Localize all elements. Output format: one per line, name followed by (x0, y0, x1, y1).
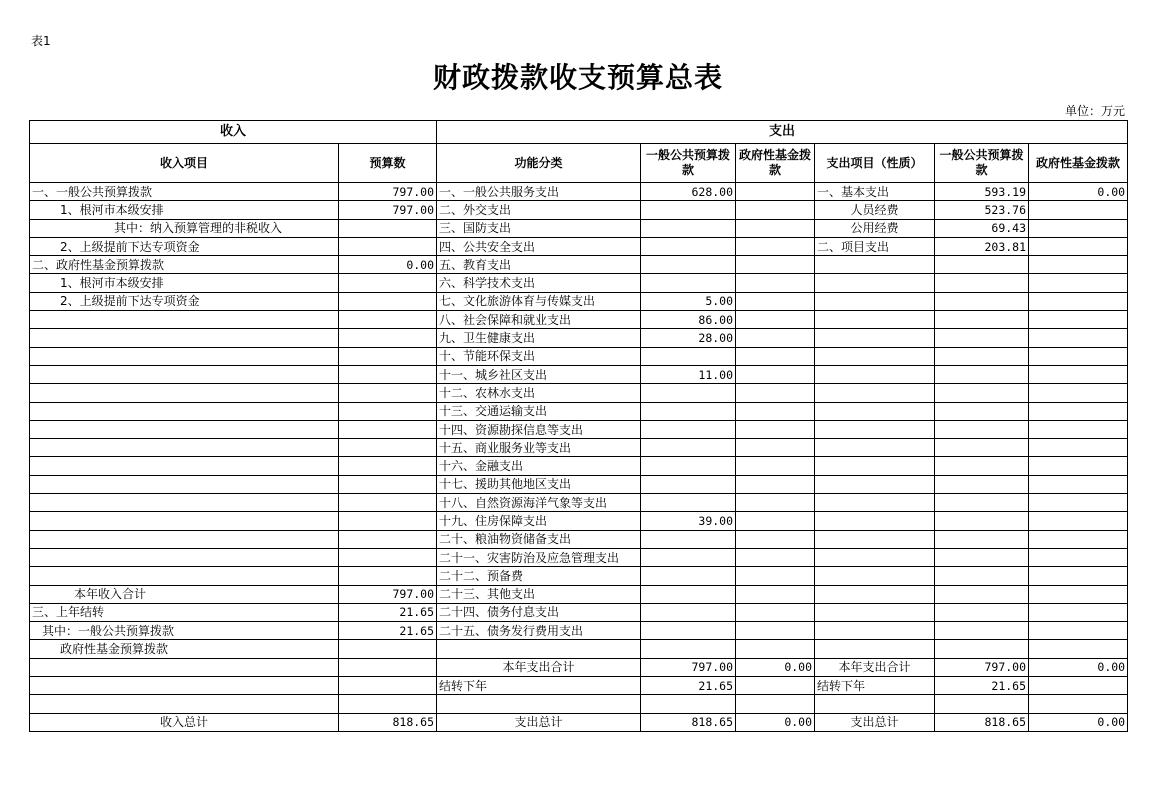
cell-income-amount (339, 677, 437, 695)
cell-func-class: 十二、农林水支出 (437, 384, 641, 402)
cell-func-class: 十八、自然资源海洋气象等支出 (437, 494, 641, 512)
header-row-columns (30, 144, 1128, 183)
cell-general-public-2: 593.19 (935, 183, 1029, 201)
cell-general-public-1: 39.00 (641, 512, 736, 530)
table-row (30, 402, 1128, 420)
cell-income-amount (339, 457, 437, 475)
cell-func-class: 九、卫生健康支出 (437, 329, 641, 347)
cell-expense-item (815, 347, 935, 365)
cell-income-amount (339, 548, 437, 566)
cell-func-class: 三、国防支出 (437, 219, 641, 237)
cell-expense-item (815, 512, 935, 530)
cell-income-item: 其中：一般公共预算拨款 (30, 622, 339, 640)
cell-func-class: 四、公共安全支出 (437, 237, 641, 255)
cell-income-item: 三、上年结转 (30, 603, 339, 621)
cell-general-public-2 (935, 512, 1029, 530)
cell-general-public-2 (935, 347, 1029, 365)
cell-general-public-1 (641, 530, 736, 548)
table-row (30, 256, 1128, 274)
cell-expense-item: 人员经费 (815, 201, 935, 219)
cell-gov-fund-2 (1029, 585, 1128, 603)
cell-income-amount (339, 384, 437, 402)
cell-income-amount (339, 219, 437, 237)
cell-func-class (437, 695, 641, 713)
header-func-class: 功能分类 (437, 144, 641, 183)
cell-gov-fund-2 (1029, 311, 1128, 329)
cell-income-item: 1、根河市本级安排 (30, 274, 339, 292)
table-number-tag: 表1 (31, 34, 51, 48)
cell-func-class: 二十三、其他支出 (437, 585, 641, 603)
cell-general-public-2 (935, 292, 1029, 310)
budget-table (29, 120, 1128, 732)
cell-gov-fund-2 (1029, 347, 1128, 365)
cell-func-class: 二十四、债务付息支出 (437, 603, 641, 621)
cell-general-public-2: 69.43 (935, 219, 1029, 237)
cell-income-item: 政府性基金预算拨款 (30, 640, 339, 658)
cell-expense-item (815, 329, 935, 347)
cell-gov-fund-1 (736, 567, 815, 585)
cell-func-class: 十六、金融支出 (437, 457, 641, 475)
cell-general-public-1 (641, 402, 736, 420)
cell-func-class: 六、科学技术支出 (437, 274, 641, 292)
cell-gov-fund-1 (736, 622, 815, 640)
cell-income-item (30, 365, 339, 383)
cell-income-amount (339, 695, 437, 713)
table-row (30, 329, 1128, 347)
table-row (30, 658, 1128, 676)
cell-func-class: 十九、住房保障支出 (437, 512, 641, 530)
cell-gov-fund-1: 0.00 (736, 713, 815, 731)
cell-general-public-1 (641, 219, 736, 237)
cell-general-public-2 (935, 475, 1029, 493)
cell-func-class: 结转下年 (437, 677, 641, 695)
cell-func-class: 十四、资源勘探信息等支出 (437, 420, 641, 438)
cell-gov-fund-2 (1029, 237, 1128, 255)
cell-gov-fund-2 (1029, 494, 1128, 512)
cell-expense-item: 一、基本支出 (815, 183, 935, 201)
cell-income-item (30, 384, 339, 402)
cell-general-public-2 (935, 567, 1029, 585)
table-row (30, 512, 1128, 530)
table-row (30, 274, 1128, 292)
cell-gov-fund-1 (736, 347, 815, 365)
table-row (30, 365, 1128, 383)
cell-income-amount (339, 494, 437, 512)
cell-general-public-2 (935, 695, 1029, 713)
cell-gov-fund-1 (736, 530, 815, 548)
cell-income-item (30, 695, 339, 713)
cell-gov-fund-2 (1029, 530, 1128, 548)
cell-expense-item (815, 365, 935, 383)
cell-income-item: 2、上级提前下达专项资金 (30, 237, 339, 255)
cell-general-public-1 (641, 384, 736, 402)
header-gov-fund-2: 政府性基金拨款 (1029, 144, 1128, 183)
cell-income-item (30, 512, 339, 530)
cell-func-class (437, 640, 641, 658)
cell-gov-fund-1 (736, 365, 815, 383)
table-row (30, 713, 1128, 731)
cell-expense-item (815, 695, 935, 713)
cell-gov-fund-1 (736, 512, 815, 530)
cell-general-public-1 (641, 548, 736, 566)
table-row (30, 384, 1128, 402)
cell-gov-fund-2 (1029, 603, 1128, 621)
cell-expense-item (815, 384, 935, 402)
cell-gov-fund-1 (736, 201, 815, 219)
cell-income-item (30, 494, 339, 512)
cell-general-public-1: 21.65 (641, 677, 736, 695)
cell-gov-fund-2 (1029, 439, 1128, 457)
page-title: 财政拨款收支预算总表 (432, 61, 723, 94)
cell-general-public-2: 203.81 (935, 237, 1029, 255)
cell-income-amount (339, 567, 437, 585)
cell-general-public-1 (641, 274, 736, 292)
cell-general-public-1: 28.00 (641, 329, 736, 347)
cell-income-amount (339, 512, 437, 530)
cell-general-public-2: 523.76 (935, 201, 1029, 219)
cell-general-public-1: 5.00 (641, 292, 736, 310)
cell-income-amount (339, 420, 437, 438)
cell-gov-fund-2 (1029, 256, 1128, 274)
cell-general-public-1: 11.00 (641, 365, 736, 383)
cell-income-item (30, 457, 339, 475)
cell-expense-item: 二、项目支出 (815, 237, 935, 255)
table-row (30, 457, 1128, 475)
cell-gov-fund-1 (736, 494, 815, 512)
cell-general-public-1: 818.65 (641, 713, 736, 731)
cell-gov-fund-1 (736, 256, 815, 274)
cell-income-amount (339, 347, 437, 365)
cell-gov-fund-1 (736, 292, 815, 310)
cell-gov-fund-1 (736, 219, 815, 237)
cell-gov-fund-1 (736, 695, 815, 713)
cell-expense-item (815, 420, 935, 438)
cell-income-amount: 797.00 (339, 201, 437, 219)
cell-income-item: 二、政府性基金预算拨款 (30, 256, 339, 274)
cell-income-item: 一、一般公共预算拨款 (30, 183, 339, 201)
table-row (30, 640, 1128, 658)
cell-general-public-2 (935, 329, 1029, 347)
cell-general-public-2: 797.00 (935, 658, 1029, 676)
cell-general-public-2 (935, 548, 1029, 566)
table-row (30, 201, 1128, 219)
table-row (30, 420, 1128, 438)
cell-func-class: 十五、商业服务业等支出 (437, 439, 641, 457)
cell-gov-fund-1 (736, 384, 815, 402)
cell-func-class: 二十、粮油物资储备支出 (437, 530, 641, 548)
cell-general-public-1 (641, 256, 736, 274)
header-row-sections (30, 121, 1128, 144)
cell-expense-item (815, 622, 935, 640)
table-row (30, 677, 1128, 695)
table-row (30, 585, 1128, 603)
cell-income-item (30, 548, 339, 566)
cell-func-class: 十一、城乡社区支出 (437, 365, 641, 383)
cell-general-public-2 (935, 274, 1029, 292)
cell-income-item (30, 439, 339, 457)
cell-gov-fund-2: 0.00 (1029, 658, 1128, 676)
table-row (30, 530, 1128, 548)
header-income-item: 收入项目 (30, 144, 339, 183)
cell-income-item (30, 402, 339, 420)
cell-func-class: 十、节能环保支出 (437, 347, 641, 365)
cell-general-public-2 (935, 640, 1029, 658)
cell-func-class: 十七、援助其他地区支出 (437, 475, 641, 493)
cell-func-class: 十三、交通运输支出 (437, 402, 641, 420)
cell-gov-fund-2: 0.00 (1029, 713, 1128, 731)
table-row (30, 439, 1128, 457)
cell-gov-fund-1 (736, 585, 815, 603)
cell-expense-item (815, 274, 935, 292)
cell-income-amount (339, 237, 437, 255)
cell-income-amount: 818.65 (339, 713, 437, 731)
cell-func-class: 二十二、预备费 (437, 567, 641, 585)
cell-income-amount (339, 311, 437, 329)
cell-general-public-2 (935, 622, 1029, 640)
cell-expense-item (815, 603, 935, 621)
cell-income-amount (339, 530, 437, 548)
cell-general-public-1: 86.00 (641, 311, 736, 329)
cell-general-public-1 (641, 695, 736, 713)
cell-general-public-2 (935, 457, 1029, 475)
cell-income-item: 收入总计 (30, 713, 339, 731)
cell-income-item (30, 475, 339, 493)
cell-general-public-1 (641, 475, 736, 493)
cell-gov-fund-1 (736, 329, 815, 347)
cell-func-class: 本年支出合计 (437, 658, 641, 676)
cell-expense-item (815, 567, 935, 585)
cell-income-item (30, 329, 339, 347)
cell-general-public-1 (641, 457, 736, 475)
cell-general-public-2 (935, 402, 1029, 420)
cell-func-class: 支出总计 (437, 713, 641, 731)
cell-gov-fund-2 (1029, 292, 1128, 310)
cell-income-amount (339, 658, 437, 676)
table-row (30, 622, 1128, 640)
table-row (30, 311, 1128, 329)
cell-general-public-2 (935, 603, 1029, 621)
cell-gov-fund-1 (736, 402, 815, 420)
unit-label: 单位：万元 (1064, 104, 1125, 118)
table-row (30, 183, 1128, 201)
header-general-public-2: 一般公共预算拨款 (935, 144, 1029, 183)
cell-func-class: 八、社会保障和就业支出 (437, 311, 641, 329)
cell-general-public-1: 797.00 (641, 658, 736, 676)
cell-general-public-2 (935, 494, 1029, 512)
cell-income-amount: 21.65 (339, 622, 437, 640)
cell-income-item: 本年收入合计 (30, 585, 339, 603)
cell-gov-fund-2 (1029, 420, 1128, 438)
header-expense: 支出 (437, 121, 1128, 144)
cell-gov-fund-2 (1029, 365, 1128, 383)
cell-general-public-1: 628.00 (641, 183, 736, 201)
cell-func-class: 七、文化旅游体育与传媒支出 (437, 292, 641, 310)
cell-gov-fund-1 (736, 274, 815, 292)
cell-expense-item (815, 494, 935, 512)
cell-gov-fund-1 (736, 237, 815, 255)
cell-gov-fund-2 (1029, 219, 1128, 237)
header-budget-amount: 预算数 (339, 144, 437, 183)
cell-income-amount: 0.00 (339, 256, 437, 274)
header-general-public-1: 一般公共预算拨款 (641, 144, 736, 183)
cell-general-public-2 (935, 365, 1029, 383)
cell-income-amount (339, 365, 437, 383)
cell-general-public-1 (641, 237, 736, 255)
cell-income-amount (339, 274, 437, 292)
cell-expense-item (815, 439, 935, 457)
cell-expense-item: 公用经费 (815, 219, 935, 237)
cell-general-public-1 (641, 494, 736, 512)
cell-gov-fund-1 (736, 548, 815, 566)
cell-income-amount (339, 640, 437, 658)
cell-income-amount (339, 475, 437, 493)
cell-general-public-2 (935, 256, 1029, 274)
cell-general-public-2 (935, 530, 1029, 548)
cell-expense-item (815, 311, 935, 329)
cell-general-public-1 (641, 567, 736, 585)
cell-gov-fund-2 (1029, 695, 1128, 713)
cell-expense-item (815, 548, 935, 566)
cell-gov-fund-2 (1029, 677, 1128, 695)
cell-gov-fund-2 (1029, 402, 1128, 420)
table-row (30, 347, 1128, 365)
header-income: 收入 (30, 121, 437, 144)
cell-func-class: 五、教育支出 (437, 256, 641, 274)
table-row (30, 548, 1128, 566)
cell-gov-fund-2 (1029, 512, 1128, 530)
cell-general-public-1 (641, 420, 736, 438)
cell-gov-fund-1 (736, 420, 815, 438)
cell-gov-fund-2 (1029, 567, 1128, 585)
cell-income-item (30, 347, 339, 365)
header-gov-fund-1: 政府性基金拨款 (736, 144, 815, 183)
cell-gov-fund-1: 0.00 (736, 658, 815, 676)
cell-expense-item: 结转下年 (815, 677, 935, 695)
cell-income-amount (339, 439, 437, 457)
cell-general-public-1 (641, 585, 736, 603)
cell-func-class: 二十一、灾害防治及应急管理支出 (437, 548, 641, 566)
cell-general-public-1 (641, 439, 736, 457)
cell-general-public-1 (641, 201, 736, 219)
cell-expense-item (815, 475, 935, 493)
cell-func-class: 二、外交支出 (437, 201, 641, 219)
table-row (30, 567, 1128, 585)
cell-income-amount (339, 329, 437, 347)
cell-income-amount: 21.65 (339, 603, 437, 621)
cell-general-public-2 (935, 311, 1029, 329)
table-row (30, 237, 1128, 255)
cell-general-public-2 (935, 420, 1029, 438)
cell-gov-fund-2 (1029, 548, 1128, 566)
cell-income-item (30, 530, 339, 548)
cell-gov-fund-2 (1029, 475, 1128, 493)
cell-general-public-1 (641, 347, 736, 365)
cell-general-public-2 (935, 384, 1029, 402)
table-row (30, 219, 1128, 237)
cell-expense-item (815, 640, 935, 658)
cell-gov-fund-1 (736, 311, 815, 329)
table-row (30, 695, 1128, 713)
cell-expense-item: 本年支出合计 (815, 658, 935, 676)
cell-income-item (30, 677, 339, 695)
cell-expense-item (815, 530, 935, 548)
cell-gov-fund-2 (1029, 329, 1128, 347)
cell-gov-fund-1 (736, 677, 815, 695)
cell-general-public-2 (935, 439, 1029, 457)
cell-income-item (30, 567, 339, 585)
cell-gov-fund-2 (1029, 622, 1128, 640)
cell-gov-fund-2 (1029, 274, 1128, 292)
cell-general-public-1 (641, 603, 736, 621)
cell-expense-item: 支出总计 (815, 713, 935, 731)
cell-income-amount (339, 292, 437, 310)
cell-gov-fund-2 (1029, 457, 1128, 475)
cell-income-amount: 797.00 (339, 183, 437, 201)
cell-expense-item (815, 457, 935, 475)
cell-gov-fund-2: 0.00 (1029, 183, 1128, 201)
cell-gov-fund-1 (736, 603, 815, 621)
header-expense-item: 支出项目（性质） (815, 144, 935, 183)
cell-income-item: 2、上级提前下达专项资金 (30, 292, 339, 310)
cell-expense-item (815, 292, 935, 310)
cell-expense-item (815, 256, 935, 274)
cell-general-public-2: 21.65 (935, 677, 1029, 695)
cell-func-class: 二十五、债务发行费用支出 (437, 622, 641, 640)
cell-gov-fund-2 (1029, 384, 1128, 402)
table-row (30, 475, 1128, 493)
cell-income-amount (339, 402, 437, 420)
table-row (30, 494, 1128, 512)
cell-general-public-1 (641, 622, 736, 640)
cell-general-public-2 (935, 585, 1029, 603)
cell-gov-fund-2 (1029, 201, 1128, 219)
cell-income-item (30, 658, 339, 676)
table-row (30, 292, 1128, 310)
cell-gov-fund-1 (736, 640, 815, 658)
cell-gov-fund-2 (1029, 640, 1128, 658)
cell-general-public-1 (641, 640, 736, 658)
cell-general-public-2: 818.65 (935, 713, 1029, 731)
cell-expense-item (815, 402, 935, 420)
cell-income-item (30, 311, 339, 329)
cell-income-item: 1、根河市本级安排 (30, 201, 339, 219)
cell-gov-fund-1 (736, 475, 815, 493)
cell-income-amount: 797.00 (339, 585, 437, 603)
table-row (30, 603, 1128, 621)
cell-gov-fund-1 (736, 183, 815, 201)
cell-gov-fund-1 (736, 457, 815, 475)
cell-income-item (30, 420, 339, 438)
cell-expense-item (815, 585, 935, 603)
cell-income-item: 其中：纳入预算管理的非税收入 (30, 219, 339, 237)
cell-gov-fund-1 (736, 439, 815, 457)
cell-func-class: 一、一般公共服务支出 (437, 183, 641, 201)
